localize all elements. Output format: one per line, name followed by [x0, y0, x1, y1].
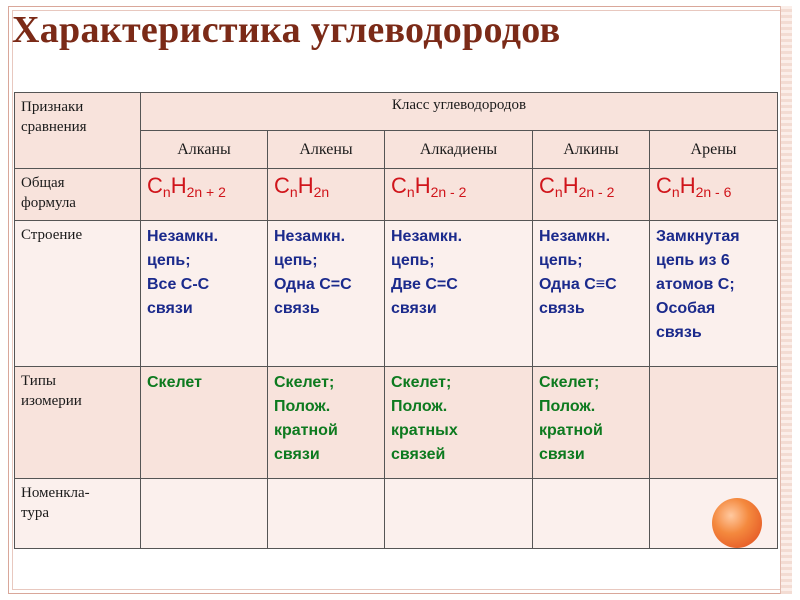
- formula-c-subscript: n: [406, 184, 415, 200]
- structure-line: связи: [391, 300, 437, 317]
- isomerism-cell-alkynes: [533, 367, 650, 479]
- formula-h-subscript: 2n + 2: [186, 184, 226, 200]
- structure-cell-alkanes: [141, 221, 268, 367]
- hydrocarbons-table: [14, 92, 778, 549]
- formula-h: H: [170, 173, 187, 198]
- row-label-isomerism-line1: Типы: [21, 373, 56, 389]
- nomenclature-cell-alkynes: [533, 479, 650, 549]
- structure-line: связь: [656, 324, 702, 341]
- structure-line: связь: [539, 300, 585, 317]
- formula-h-subscript: 2n - 2: [430, 184, 467, 200]
- column-header-arenes: Арены: [650, 131, 778, 169]
- row-label-structure: Строение: [15, 221, 141, 367]
- isomerism-line: связей: [391, 446, 446, 463]
- formula-h-subscript: 2n: [313, 184, 330, 200]
- formula-h: H: [297, 173, 314, 198]
- row-label-formula-line2: формула: [21, 195, 76, 211]
- header-row-class: [15, 93, 778, 131]
- slide-title: Характеристика углеводородов: [12, 9, 561, 51]
- isomerism-cell-alkenes: [268, 367, 385, 479]
- isomerism-line: кратных: [391, 422, 458, 439]
- structure-cell-alkenes: [268, 221, 385, 367]
- row-isomerism: [15, 367, 778, 479]
- formula-cell-alkadienes: [385, 169, 533, 221]
- isomerism-line: Полож.: [391, 398, 448, 415]
- row-label-nomenclature: [15, 479, 141, 549]
- nomenclature-cell-alkenes: [268, 479, 385, 549]
- structure-line: Все С-С: [147, 276, 210, 293]
- structure-line: цепь;: [391, 252, 435, 269]
- column-header-alkynes: Алкины: [533, 131, 650, 169]
- structure-line: Незамкн.: [391, 228, 463, 245]
- row-label-isomerism-line2: изомерии: [21, 393, 82, 409]
- formula-h: H: [414, 173, 431, 198]
- formula-h: H: [679, 173, 696, 198]
- formula-c-subscript: n: [289, 184, 298, 200]
- structure-line: цепь;: [274, 252, 318, 269]
- row-label-isomerism: [15, 367, 141, 479]
- formula-c-subscript: n: [671, 184, 680, 200]
- corner-label-cell: [15, 93, 141, 169]
- isomerism-cell-arenes: [650, 367, 778, 479]
- decorative-side-stripe: [780, 6, 792, 594]
- isomerism-line: Скелет;: [391, 374, 452, 391]
- isomerism-line: связи: [539, 446, 585, 463]
- isomerism-line: Полож.: [274, 398, 331, 415]
- row-label-nomenclature-line2: тура: [21, 505, 50, 521]
- formula-h-subscript: 2n - 2: [578, 184, 615, 200]
- formula-h: H: [562, 173, 579, 198]
- formula-cell-arenes: [650, 169, 778, 221]
- structure-cell-alkynes: [533, 221, 650, 367]
- nomenclature-cell-alkanes: [141, 479, 268, 549]
- corner-label-line2: сравнения: [21, 119, 87, 135]
- isomerism-cell-alkadienes: [385, 367, 533, 479]
- formula-cell-alkenes: [268, 169, 385, 221]
- row-label-formula-line1: Общая: [21, 175, 65, 191]
- isomerism-line: Скелет: [147, 374, 202, 391]
- isomerism-line: кратной: [539, 422, 603, 439]
- structure-line: Незамкн.: [147, 228, 219, 245]
- column-header-alkenes: Алкены: [268, 131, 385, 169]
- isomerism-line: Скелет;: [539, 374, 600, 391]
- structure-cell-arenes: [650, 221, 778, 367]
- decorative-orange-circle: [712, 498, 762, 548]
- isomerism-line: кратной: [274, 422, 338, 439]
- isomerism-line: Полож.: [539, 398, 596, 415]
- corner-label-line1: Признаки: [21, 99, 84, 115]
- structure-cell-alkadienes: [385, 221, 533, 367]
- formula-c-subscript: n: [162, 184, 171, 200]
- formula-c: C: [391, 173, 407, 198]
- isomerism-cell-alkanes: [141, 367, 268, 479]
- formula-h-subscript: 2n - 6: [695, 184, 732, 200]
- structure-line: цепь;: [539, 252, 583, 269]
- class-header: Класс углеводородов: [141, 93, 778, 131]
- structure-line: связи: [147, 300, 193, 317]
- row-general-formula: [15, 169, 778, 221]
- structure-line: Одна С=С: [274, 276, 352, 293]
- formula-c: C: [147, 173, 163, 198]
- structure-line: Незамкн.: [539, 228, 611, 245]
- formula-cell-alkynes: [533, 169, 650, 221]
- structure-line: Замкнутая: [656, 228, 740, 245]
- formula-c: C: [656, 173, 672, 198]
- structure-line: цепь из 6: [656, 252, 730, 269]
- column-header-alkadienes: Алкадиены: [385, 131, 533, 169]
- structure-line: атомов С;: [656, 276, 735, 293]
- structure-line: Незамкн.: [274, 228, 346, 245]
- row-label-formula: [15, 169, 141, 221]
- structure-line: Одна С≡С: [539, 276, 617, 293]
- structure-line: цепь;: [147, 252, 191, 269]
- structure-line: связь: [274, 300, 320, 317]
- formula-cell-alkanes: [141, 169, 268, 221]
- row-structure: [15, 221, 778, 367]
- structure-line: Особая: [656, 300, 716, 317]
- formula-c-subscript: n: [554, 184, 563, 200]
- isomerism-line: Скелет;: [274, 374, 335, 391]
- isomerism-line: связи: [274, 446, 320, 463]
- nomenclature-cell-alkadienes: [385, 479, 533, 549]
- structure-line: Две С=С: [391, 276, 458, 293]
- row-nomenclature: [15, 479, 778, 549]
- row-label-nomenclature-line1: Номенкла-: [21, 485, 90, 501]
- column-header-alkanes: Алканы: [141, 131, 268, 169]
- formula-c: C: [539, 173, 555, 198]
- formula-c: C: [274, 173, 290, 198]
